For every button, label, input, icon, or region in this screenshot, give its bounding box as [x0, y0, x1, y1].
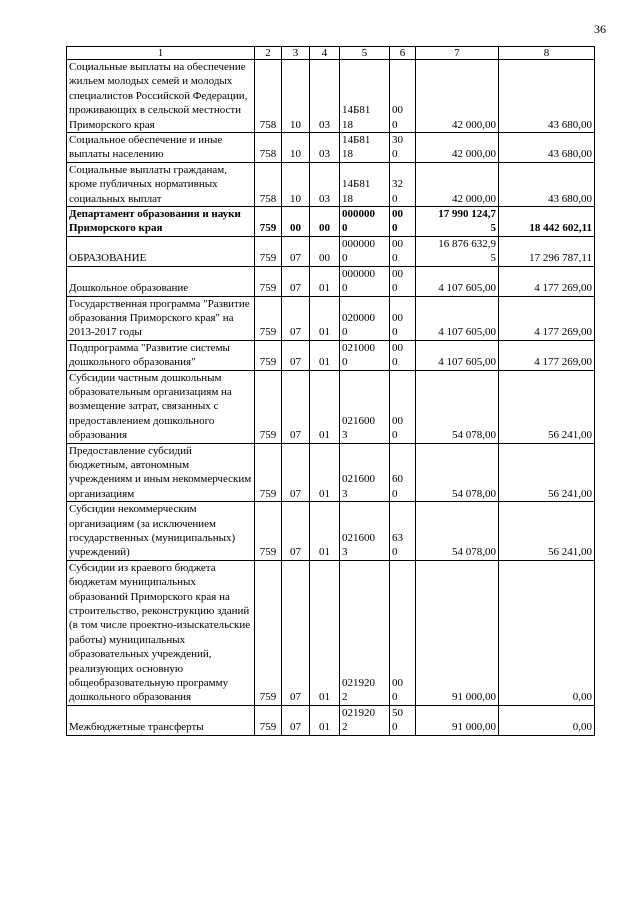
row-name: ОБРАЗОВАНИЕ: [67, 236, 255, 266]
cell-subsection: 03: [310, 133, 340, 163]
cell-amount-col7: 42 000,00: [416, 133, 499, 163]
cell-expense-type: 32 0: [390, 162, 416, 206]
cell-ministry: 759: [255, 370, 282, 443]
cell-expense-type: 00 0: [390, 560, 416, 705]
cell-amount-col8: 17 296 787,11: [499, 236, 595, 266]
cell-section: 07: [282, 266, 310, 296]
column-header-8: 8: [499, 47, 595, 60]
row-name: Субсидии частным дошкольным образовательным организациям на возмещение затрат, связанных с предоставлением дошкольного образования: [67, 370, 255, 443]
cell-amount-col7: 42 000,00: [416, 60, 499, 133]
cell-subsection: 00: [310, 207, 340, 237]
cell-ministry: 759: [255, 296, 282, 340]
cell-expense-type: 60 0: [390, 443, 416, 502]
cell-subsection: 01: [310, 370, 340, 443]
cell-subsection: 01: [310, 560, 340, 705]
cell-amount-col8: 4 177 269,00: [499, 266, 595, 296]
row-name: Социальные выплаты на обеспечение жильем молодых семей и молодых специалистов Российской Федерации, проживающих в сельской местности Приморского края: [67, 60, 255, 133]
cell-target-item: 14Б81 18: [340, 133, 390, 163]
row-name: Подпрограмма "Развитие системы дошкольного образования": [67, 340, 255, 370]
cell-expense-type: 00 0: [390, 266, 416, 296]
table-row: [67, 340, 595, 370]
cell-section: 10: [282, 162, 310, 206]
cell-amount-col7: 91 000,00: [416, 705, 499, 735]
cell-amount-col7: 17 990 124,7 5: [416, 207, 499, 237]
cell-amount-col7: 16 876 632,9 5: [416, 236, 499, 266]
cell-target-item: 021600 3: [340, 502, 390, 561]
row-name: Социальное обеспечение и иные выплаты населению: [67, 133, 255, 163]
cell-amount-col8: 43 680,00: [499, 162, 595, 206]
table-row: [67, 502, 595, 561]
cell-amount-col7: 54 078,00: [416, 370, 499, 443]
cell-amount-col7: 4 107 605,00: [416, 266, 499, 296]
column-header-2: 2: [255, 47, 282, 60]
budget-table: [66, 46, 595, 736]
cell-section: 07: [282, 340, 310, 370]
cell-amount-col7: 4 107 605,00: [416, 296, 499, 340]
cell-target-item: 021920 2: [340, 705, 390, 735]
column-header-7: 7: [416, 47, 499, 60]
row-name: Субсидии из краевого бюджета бюджетам муниципальных образований Приморского края на строительство, реконструкцию зданий (в том числе проектно-изыскательские работы) муниципальных образовательных учреждений, реализующих основную общеобразовательную программу дошкольного образования: [67, 560, 255, 705]
cell-section: 07: [282, 370, 310, 443]
cell-expense-type: 30 0: [390, 133, 416, 163]
table-row: [67, 296, 595, 340]
cell-amount-col7: 54 078,00: [416, 443, 499, 502]
cell-target-item: 021600 3: [340, 370, 390, 443]
cell-ministry: 758: [255, 133, 282, 163]
cell-expense-type: 00 0: [390, 340, 416, 370]
row-name: Департамент образования и науки Приморского края: [67, 207, 255, 237]
cell-amount-col8: 43 680,00: [499, 133, 595, 163]
cell-target-item: 000000 0: [340, 207, 390, 237]
cell-section: 10: [282, 133, 310, 163]
table-row: [67, 236, 595, 266]
cell-amount-col8: 18 442 602,11: [499, 207, 595, 237]
table-row: [67, 133, 595, 163]
cell-amount-col8: 0,00: [499, 560, 595, 705]
table-row: [67, 207, 595, 237]
cell-subsection: 03: [310, 162, 340, 206]
table-row: [67, 560, 595, 705]
cell-amount-col7: 42 000,00: [416, 162, 499, 206]
cell-ministry: 759: [255, 236, 282, 266]
header-row: [67, 47, 595, 60]
cell-subsection: 00: [310, 236, 340, 266]
cell-expense-type: 00 0: [390, 60, 416, 133]
cell-target-item: 000000 0: [340, 266, 390, 296]
cell-subsection: 01: [310, 502, 340, 561]
cell-ministry: 759: [255, 266, 282, 296]
table-row: [67, 443, 595, 502]
cell-section: 07: [282, 236, 310, 266]
cell-target-item: 021000 0: [340, 340, 390, 370]
cell-target-item: 020000 0: [340, 296, 390, 340]
column-header-5: 5: [340, 47, 390, 60]
cell-ministry: 759: [255, 705, 282, 735]
cell-expense-type: 63 0: [390, 502, 416, 561]
row-name: Предоставление субсидий бюджетным, автономным учреждениям и иным некоммерческим организациям: [67, 443, 255, 502]
table-row: [67, 60, 595, 133]
cell-subsection: 03: [310, 60, 340, 133]
cell-subsection: 01: [310, 340, 340, 370]
cell-target-item: 14Б81 18: [340, 162, 390, 206]
column-header-1: 1: [67, 47, 255, 60]
cell-section: 07: [282, 705, 310, 735]
cell-subsection: 01: [310, 296, 340, 340]
cell-ministry: 758: [255, 162, 282, 206]
cell-ministry: 759: [255, 502, 282, 561]
cell-section: 07: [282, 560, 310, 705]
table-row: [67, 162, 595, 206]
cell-amount-col8: 0,00: [499, 705, 595, 735]
cell-expense-type: 50 0: [390, 705, 416, 735]
cell-expense-type: 00 0: [390, 370, 416, 443]
column-header-6: 6: [390, 47, 416, 60]
cell-ministry: 759: [255, 340, 282, 370]
cell-subsection: 01: [310, 705, 340, 735]
table-row: [67, 705, 595, 735]
column-header-4: 4: [310, 47, 340, 60]
cell-amount-col8: 4 177 269,00: [499, 296, 595, 340]
cell-target-item: 14Б81 18: [340, 60, 390, 133]
cell-amount-col8: 43 680,00: [499, 60, 595, 133]
cell-target-item: 000000 0: [340, 236, 390, 266]
cell-expense-type: 00 0: [390, 207, 416, 237]
cell-amount-col8: 4 177 269,00: [499, 340, 595, 370]
table-row: [67, 266, 595, 296]
cell-subsection: 01: [310, 266, 340, 296]
column-header-3: 3: [282, 47, 310, 60]
cell-target-item: 021600 3: [340, 443, 390, 502]
row-name: Дошкольное образование: [67, 266, 255, 296]
row-name: Государственная программа "Развитие образования Приморского края" на 2013-2017 годы: [67, 296, 255, 340]
cell-amount-col7: 54 078,00: [416, 502, 499, 561]
row-name: Субсидии некоммерческим организациям (за исключением государственных (муниципальных) учреждений): [67, 502, 255, 561]
cell-ministry: 759: [255, 443, 282, 502]
row-name: Социальные выплаты гражданам, кроме публичных нормативных социальных выплат: [67, 162, 255, 206]
cell-section: 07: [282, 502, 310, 561]
cell-target-item: 021920 2: [340, 560, 390, 705]
cell-section: 10: [282, 60, 310, 133]
page-number: 36: [594, 22, 606, 36]
cell-section: 07: [282, 296, 310, 340]
cell-expense-type: 00 0: [390, 296, 416, 340]
cell-amount-col8: 56 241,00: [499, 502, 595, 561]
cell-ministry: 758: [255, 60, 282, 133]
cell-expense-type: 00 0: [390, 236, 416, 266]
cell-ministry: 759: [255, 207, 282, 237]
cell-amount-col7: 91 000,00: [416, 560, 499, 705]
cell-amount-col7: 4 107 605,00: [416, 340, 499, 370]
cell-amount-col8: 56 241,00: [499, 443, 595, 502]
cell-subsection: 01: [310, 443, 340, 502]
cell-amount-col8: 56 241,00: [499, 370, 595, 443]
table-row: [67, 370, 595, 443]
cell-section: 00: [282, 207, 310, 237]
cell-section: 07: [282, 443, 310, 502]
row-name: Межбюджетные трансферты: [67, 705, 255, 735]
cell-ministry: 759: [255, 560, 282, 705]
